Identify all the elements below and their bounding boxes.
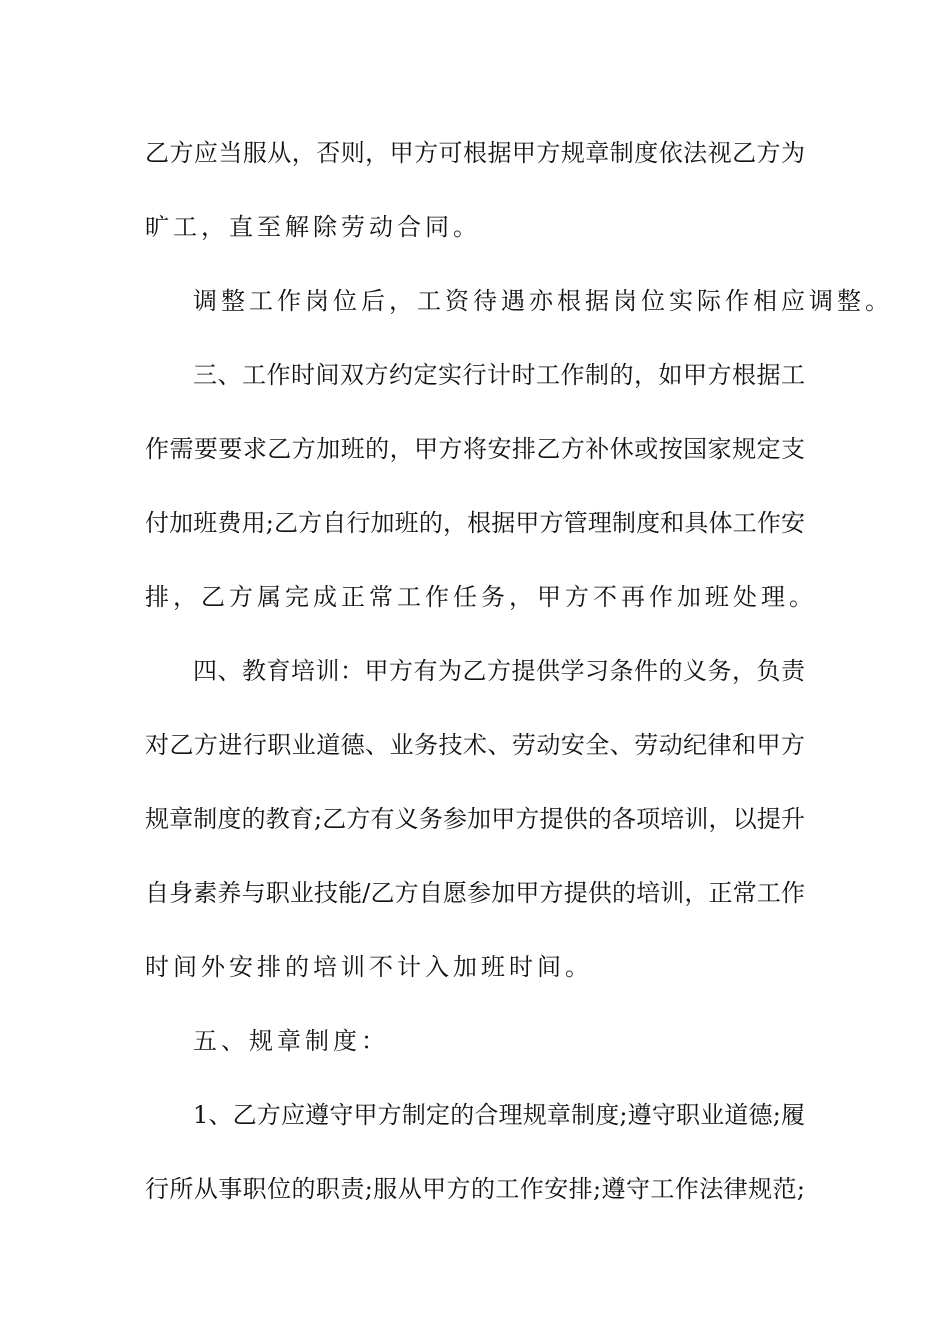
text-line-6: 付加班费用;乙方自行加班的，根据甲方管理制度和具体工作安	[145, 509, 805, 537]
text-line-8: 四、教育培训：甲方有为乙方提供学习条件的义务，负责	[193, 657, 805, 685]
text-line-15: 行所从事职位的职责;服从甲方的工作安排;遵守工作法律规范;	[145, 1175, 805, 1203]
text-line-4: 三、工作时间双方约定实行计时工作制的，如甲方根据工	[193, 361, 805, 389]
text-line-1: 乙方应当服从，否则，甲方可根据甲方规章制度依法视乙方为	[145, 139, 805, 167]
text-line-12: 时间外安排的培训不计入加班时间。	[145, 953, 593, 981]
text-line-14: 1、乙方应遵守甲方制定的合理规章制度;遵守职业道德;履	[193, 1101, 805, 1129]
text-line-2: 旷工，直至解除劳动合同。	[145, 213, 481, 241]
text-line-11: 自身素养与职业技能/乙方自愿参加甲方提供的培训，正常工作	[145, 879, 805, 907]
text-line-5: 作需要要求乙方加班的，甲方将安排乙方补休或按国家规定支	[145, 435, 805, 463]
text-line-9: 对乙方进行职业道德、业务技术、劳动安全、劳动纪律和甲方	[145, 731, 805, 759]
text-line-10: 规章制度的教育;乙方有义务参加甲方提供的各项培训，以提升	[145, 805, 805, 833]
text-line-3: 调整工作岗位后，工资待遇亦根据岗位实际作相应调整。	[193, 287, 893, 315]
section-heading-rules: 五、规章制度：	[193, 1027, 389, 1055]
text-line-7: 排，乙方属完成正常工作任务，甲方不再作加班处理。	[145, 583, 817, 611]
